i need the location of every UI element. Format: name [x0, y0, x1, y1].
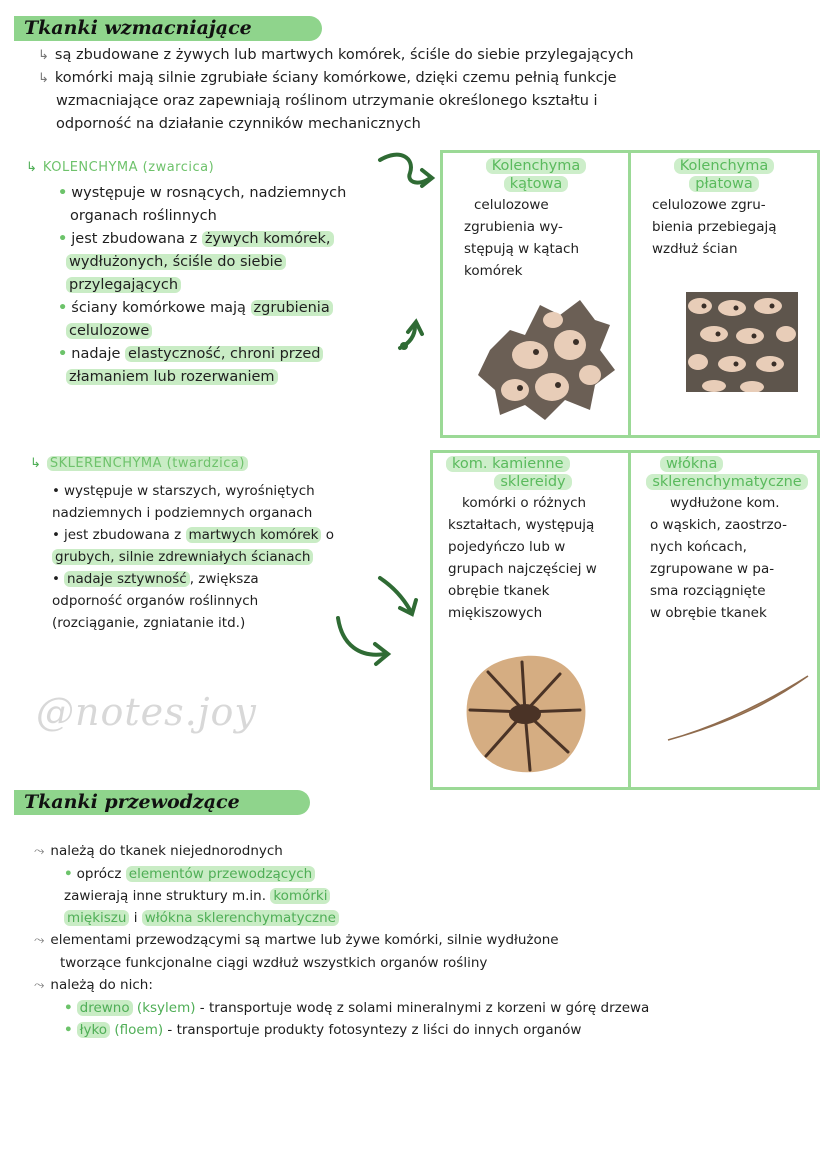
sklerenchyma-sklereidy: kom. kamienne sklereidy komórki o różnych kształtach, występują pojedyńczo lub w grupach najczęściej w obrębie tkanek miękiszowych [448, 456, 597, 621]
arrow-icon: ↳ [38, 71, 49, 86]
divider [628, 450, 631, 790]
arrow-icon: ↳ [30, 456, 41, 471]
squiggle-arrow-icon: ⤳ [34, 933, 45, 948]
kolenchyma-heading: ↳ KOLENCHYMA (zwarcica) [26, 160, 215, 175]
kolenchyma-katowa-illustration [470, 290, 620, 425]
kolenchyma-katowa: Kolenchyma kątowa celulozowe zgrubienia wy- stępują w kątach komórek [448, 158, 624, 282]
arrow-icon: ↳ [26, 160, 37, 175]
squiggle-arrow-icon: ⤳ [34, 844, 45, 859]
reinforcing-intro: ↳ są zbudowane z żywych lub martwych komórek, ściśle do siebie przylegających ↳ komórki mają silnie zgrubiałe ściany komórkowe, dzięki czemu pełnią funkcje wzmacniające oraz zapewniają roślinom utrzymanie określonego kształtu i odporność na działanie czynników mechanicznych [38, 47, 634, 132]
curved-arrows-kolenchyma [370, 148, 440, 368]
sklerenchyma-wlokna: włókna sklerenchymatyczne wydłużone kom. o wąskich, zaostrzo- nych końcach, zgrupowane w pa- sma rozciągnięte w obrębie tkanek [636, 456, 818, 624]
section-title-reinforcing: Tkanki wzmacniające [14, 16, 322, 41]
section-title-conducting: Tkanki przewodzące [14, 790, 310, 815]
kolenchyma-plytowa: Kolenchyma płatowa celulozowe zgru- bienia przebiegają wzdłuż ścian [652, 158, 777, 257]
curved-arrows-sklerenchyma [330, 560, 430, 670]
kolenchyma-plytowa-illustration [686, 292, 798, 392]
divider [628, 150, 631, 438]
kolenchyma-bullets: • występuje w rosnących, nadziemnych organach roślinnych • jest zbudowana z żywych komórek, wydłużonych, ściśle do siebie przylegających • ściany komórkowe mają zgrubienia celulozowe • nadaje elastyczność, chroni przed złamaniem lub rozerwaniem [58, 185, 347, 385]
sklerenchyma-heading: ↳ SKLERENCHYMA (twardzica) [30, 456, 248, 471]
fiber-illustration [664, 670, 814, 746]
squiggle-arrow-icon: ⤳ [34, 978, 45, 993]
arrow-icon: ↳ [38, 48, 49, 63]
sklerenchyma-bullets: • występuje w starszych, wyrośniętych nadziemnych i podziemnych organach • jest zbudowana z martwych komórek o grubych, silnie zdrewniałych ścianach • nadaje sztywność , zwiększa odporność organów roślinnych (rozciąganie, zgniatanie itd.) [52, 483, 335, 631]
watermark: @notes.joy [36, 690, 257, 734]
conducting-content: ⤳ należą do tkanek niejednorodnych • oprócz elementów przewodzących zawierają inne struktury m.in. komórki miękiszu i włókna sklerenchymatyczne ⤳ elementami przewodzącymi są martwe lub żywe komórki, silnie wydłużone tworzące funkcjonalne ciągi wzdłuż wszystkich organów rośliny ⤳ należą do nich: • drewno (ksylem) - transportuje wodę z solami mineralnymi z korzeni w górę drzewa • łyko (floem) - transportuje produkty fotosyntezy z liści do innych organów [34, 843, 650, 1038]
sklereid-illustration [460, 652, 590, 777]
